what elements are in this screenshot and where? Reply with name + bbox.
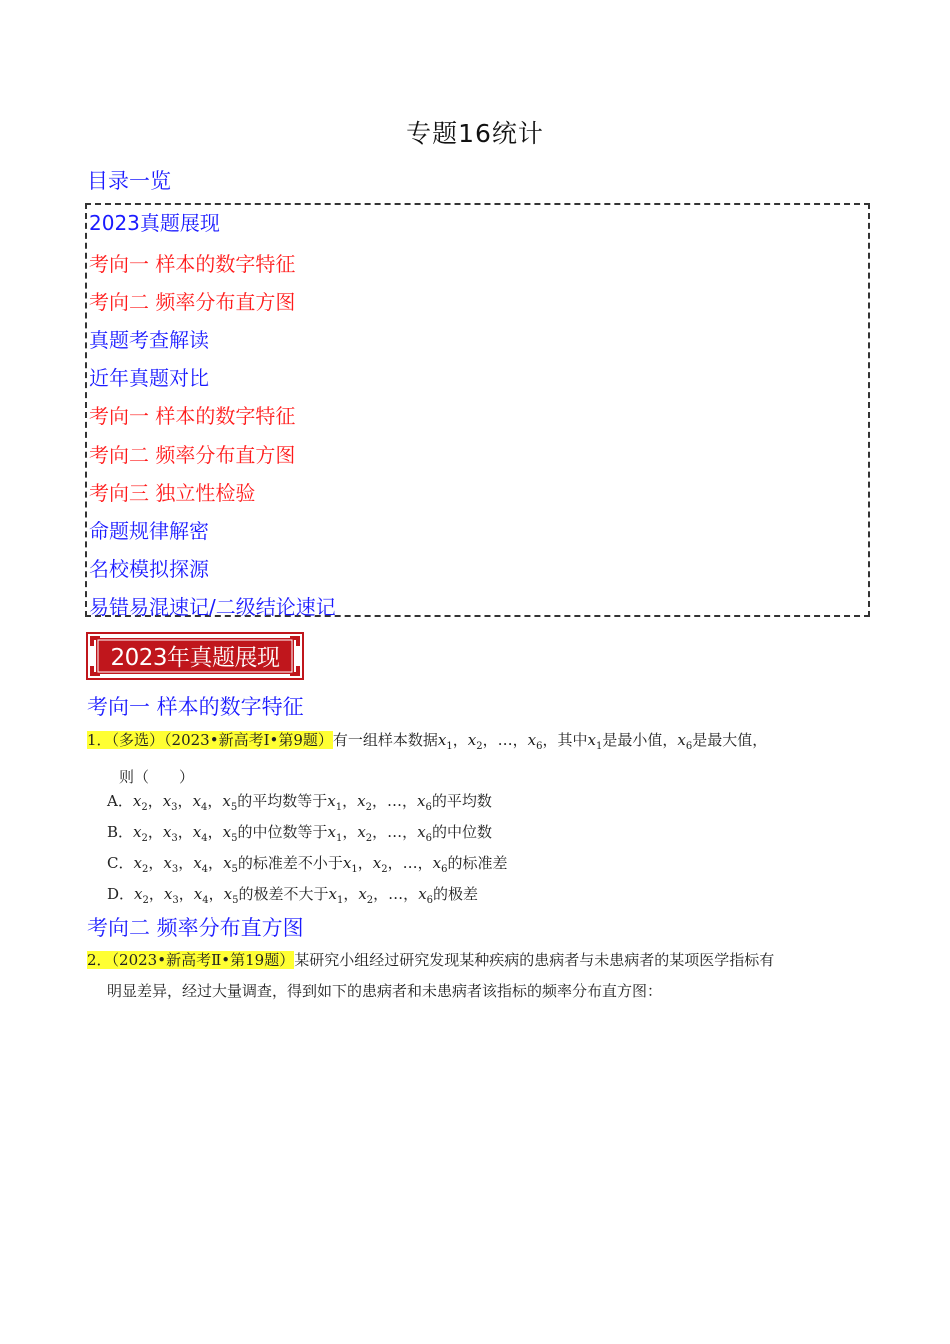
option-a[interactable]: A．$x_2$，$x_3$，$x_4$，$x_5$的平均数等于$x_1$，$x_2$，…，$x_6$的平均数: [107, 792, 492, 813]
toc-item-2[interactable]: 考向一 样本的数字特征: [89, 252, 296, 276]
toc-box: [85, 203, 870, 617]
toc-item-8[interactable]: 考向三 独立性检验: [89, 481, 256, 505]
toc-item-7[interactable]: 考向二 频率分布直方图: [89, 443, 296, 467]
section-heading-2: 考向二 频率分布直方图: [87, 916, 304, 940]
toc-item-3[interactable]: 考向二 频率分布直方图: [89, 290, 296, 314]
question-2-tag: 2．（2023•新高考Ⅱ•第19题）: [87, 951, 295, 969]
option-d[interactable]: D．$x_2$，$x_3$，$x_4$，$x_5$的极差不大于$x_1$，$x_2$，…，$x_6$的极差: [107, 885, 479, 906]
toc-item-5[interactable]: 近年真题对比: [89, 366, 209, 390]
page-title: 专题16统计: [406, 119, 544, 148]
toc-item-1[interactable]: 2023真题展现: [89, 211, 220, 235]
question-1: 1．（多选）（2023•新高考Ⅰ•第9题）有一组样本数据$x_1$，$x_2$，…，$x_6$，其中$x_1$是最小值，$x_6$是最大值， 则（ ）: [87, 731, 768, 786]
toc-item-11[interactable]: 易错易混速记/二级结论速记: [89, 595, 336, 619]
toc-item-6[interactable]: 考向一 样本的数字特征: [89, 404, 296, 428]
toc-item-4[interactable]: 真题考查解读: [89, 328, 209, 352]
option-b[interactable]: B．$x_2$，$x_3$，$x_4$，$x_5$的中位数等于$x_1$，$x_2$，…，$x_6$的中位数: [107, 823, 493, 844]
banner-text: 2023年真题展现: [110, 645, 280, 671]
section-heading-1: 考向一 样本的数字特征: [87, 695, 304, 719]
question-1-tag: 1．（多选）（2023•新高考Ⅰ•第9题）: [87, 731, 333, 749]
toc-item-10[interactable]: 名校模拟探源: [89, 557, 209, 581]
toc-heading: 目录一览: [87, 169, 171, 193]
toc-item-9[interactable]: 命题规律解密: [89, 519, 209, 543]
section-banner: [86, 632, 304, 680]
option-c[interactable]: C．$x_2$，$x_3$，$x_4$，$x_5$的标准差不小于$x_1$，$x_2$，…，$x_6$的标准差: [107, 854, 508, 875]
question-2: 2．（2023•新高考Ⅱ•第19题）某研究小组经过研究发现某种疾病的患病者与未患病者的某项医学指标有 明显差异，经过大量调查，得到如下的患病者和未患病者该指标的频率分布直方图：: [87, 951, 775, 1000]
